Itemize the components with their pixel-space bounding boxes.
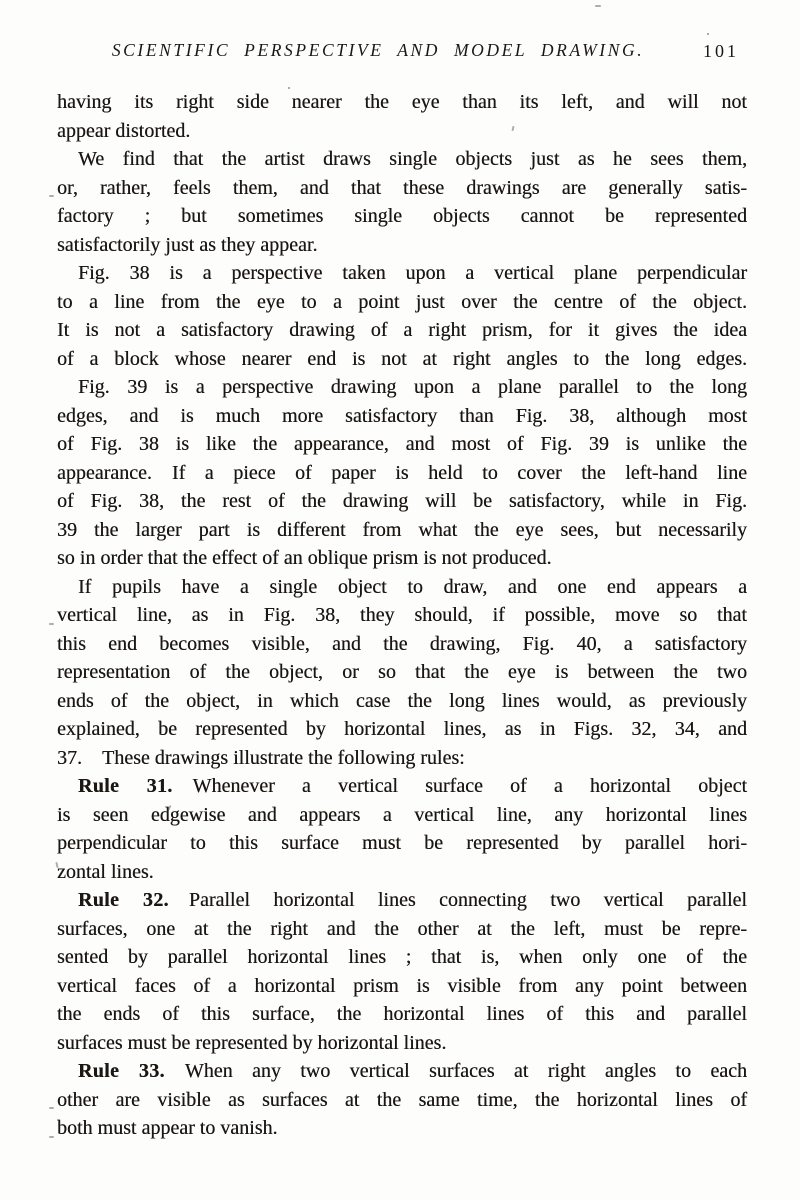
text-line: sented by parallel horizontal lines ; that is, when only one of the [57, 946, 747, 968]
scan-speck [595, 5, 601, 7]
body-text [57, 88, 747, 1143]
text-line: Rule 31. Whenever a vertical surface of a horizontal object [78, 775, 747, 797]
text-line: so in order that the effect of an oblique prism is not produced. [57, 547, 552, 569]
scan-speck [49, 623, 54, 625]
scan-speck [49, 1107, 54, 1109]
page-number: 101 [703, 41, 739, 61]
text-line: Rule 33. When any two vertical surfaces at right angles to each [78, 1060, 747, 1082]
text-line: perpendicular to this surface must be represented by parallel hori- [57, 832, 747, 854]
text-line: is seen edgewise and appears a vertical line, any horizontal lines [57, 803, 747, 826]
text-line: edges, and is much more satisfactory than Fig. 38, although most [57, 404, 747, 427]
text-line: factory ; but sometimes single objects cannot be represented [57, 205, 747, 227]
text-line: satisfactorily just as they appear. [57, 233, 318, 256]
scan-speck [707, 33, 709, 35]
text-line: surfaces, one at the right and the other at the left, must be repre- [57, 917, 747, 940]
text-line: other are visible as surfaces at the same time, the horizontal lines of [57, 1088, 747, 1111]
text-line: ends of the object, in which case the long lines would, as previously [57, 689, 747, 712]
scan-speck [49, 1136, 54, 1138]
text-line: It is not a satisfactory drawing of a right prism, for it gives the idea [57, 319, 747, 341]
text-line: Fig. 39 is a perspective drawing upon a plane parallel to the long [78, 376, 747, 398]
running-title: SCIENTIFIC PERSPECTIVE AND MODEL DRAWING. [111, 40, 645, 60]
text-line: appear distorted. [57, 119, 191, 142]
text-line: of Fig. 38, the rest of the drawing will be satisfactory, while in Fig. [57, 490, 747, 512]
scan-speck [288, 87, 290, 89]
text-line: having its right side nearer the eye than its left, and will not [57, 91, 747, 113]
text-line: 39 the larger part is different from what the eye sees, but necessarily [57, 518, 747, 541]
text-line: of Fig. 38 is like the appearance, and most of Fig. 39 is unlike the [57, 433, 747, 455]
text-line: If pupils have a single object to draw, and one end appears a [78, 575, 747, 598]
text-line: the ends of this surface, the horizontal lines of this and parallel [57, 1003, 747, 1025]
text-line: surfaces must be represented by horizontal lines. [57, 1031, 447, 1054]
text-line: or, rather, feels them, and that these drawings are generally satis- [57, 176, 747, 199]
rule-label: Rule 31. [78, 775, 173, 797]
text-line: 37. These drawings illustrate the following rules: [57, 746, 465, 769]
text-line: representation of the object, or so that the eye is between the two [57, 661, 747, 683]
text-line: Rule 32. Parallel horizontal lines connecting two vertical parallel [78, 889, 747, 911]
scan-speck [49, 195, 54, 197]
page-header [57, 40, 747, 66]
text-line: We find that the artist draws single objects just as he sees them, [78, 148, 747, 170]
text-line: to a line from the eye to a point just over the centre of the object. [57, 290, 747, 313]
text-line: explained, be represented by horizontal lines, as in Figs. 32, 34, and [57, 718, 747, 740]
text-line: of a block whose nearer end is not at right angles to the long edges. [57, 347, 747, 370]
text-line: vertical faces of a horizontal prism is visible from any point between [57, 974, 747, 997]
rule-label: Rule 32. [78, 889, 169, 911]
text-line: Fig. 38 is a perspective taken upon a vertical plane perpendicular [78, 262, 747, 284]
text-line: this end becomes visible, and the drawing, Fig. 40, a satisfactory [57, 632, 747, 655]
rule-label: Rule 33. [78, 1060, 165, 1082]
text-line: zontal lines. [57, 860, 154, 883]
text-line: appearance. If a piece of paper is held to cover the left-hand line [57, 461, 747, 484]
text-line: both must appear to vanish. [57, 1117, 278, 1139]
text-line: vertical line, as in Fig. 38, they should, if possible, move so that [57, 604, 747, 626]
